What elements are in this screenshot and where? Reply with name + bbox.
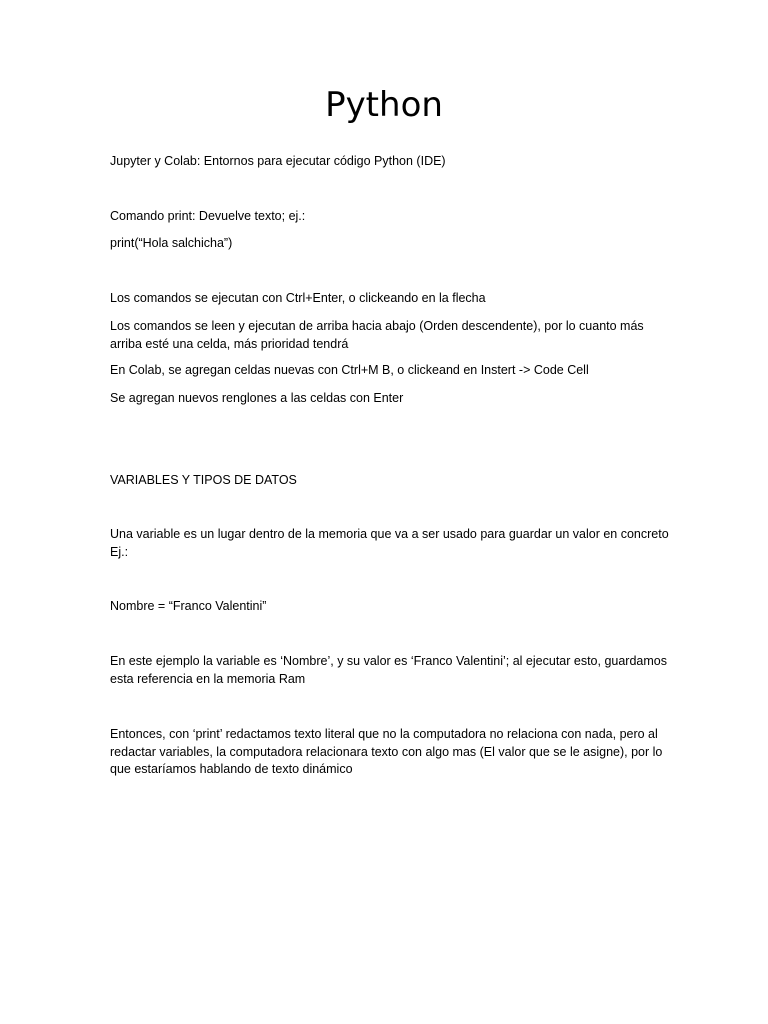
paragraph-variable-example: Nombre = “Franco Valentini” [110, 599, 267, 613]
paragraph-dynamic-text: Entonces, con ‘print’ redactamos texto literal que no la computadora no relaciona con nada, pero al redactar variables, la computadora relacionara texto con algo mas (El valor que se le asigne), por lo que estaríamos hablando de texto dinámico [110, 727, 663, 776]
paragraph-variable-explanation: En este ejemplo la variable es ‘Nombre’, y su valor es ‘Franco Valentini’; al ejecutar esto, guardamos esta referencia en la memoria Ram [110, 654, 667, 686]
paragraph-ide: Jupyter y Colab: Entornos para ejecutar código Python (IDE) [110, 154, 446, 168]
paragraph-print-example: print(“Hola salchicha”) [110, 236, 233, 250]
paragraph-new-lines: Se agregan nuevos renglones a las celdas con Enter [110, 391, 404, 405]
paragraph-new-cells: En Colab, se agregan celdas nuevas con Ctrl+M B, o clickeand en Instert -> Code Cell [110, 363, 589, 377]
paragraph-variable-definition: Una variable es un lugar dentro de la memoria que va a ser usado para guardar un valor en concreto Ej.: [110, 527, 669, 559]
paragraph-run-commands: Los comandos se ejecutan con Ctrl+Enter, o clickeando en la flecha [110, 291, 486, 305]
paragraph-print-command: Comando print: Devuelve texto; ej.: [110, 209, 306, 223]
paragraph-execution-order: Los comandos se leen y ejecutan de arriba hacia abajo (Orden descendente), por lo cuanto más arriba esté una celda, más prioridad tendrá [110, 319, 644, 351]
page-title: Python [325, 85, 443, 125]
section-heading-variables: VARIABLES Y TIPOS DE DATOS [110, 473, 297, 487]
